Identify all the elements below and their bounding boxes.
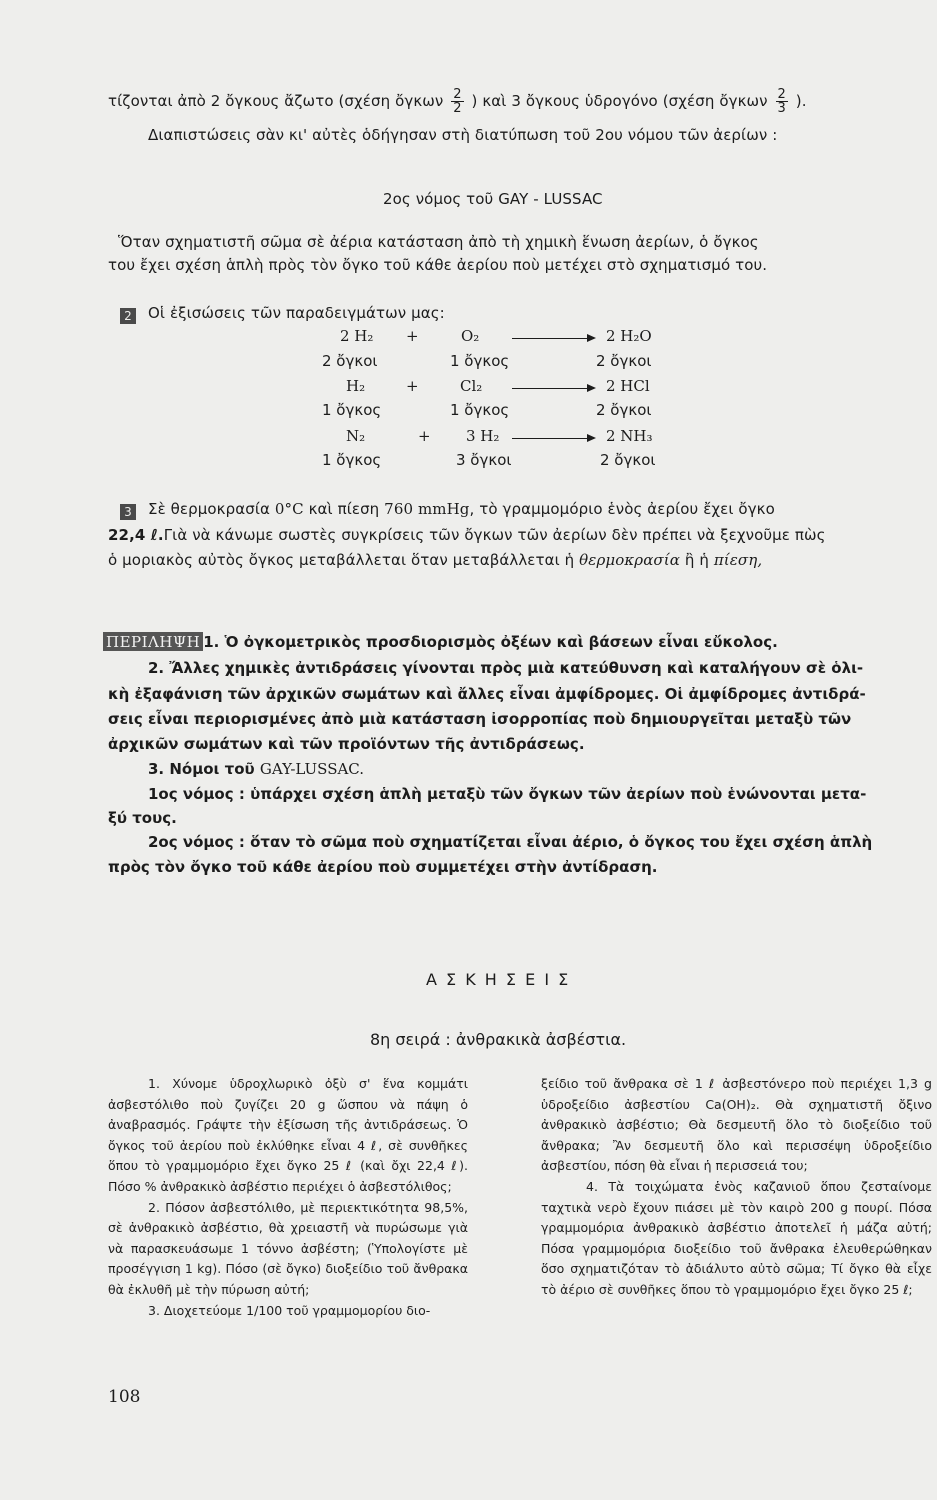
summary-item-2-line-1: 2. Ἄλλες χημικὲς ἀντιδράσεις γίνονται πρὸς μιὰ κατεύθυνση καὶ καταλήγουν σὲ ὁλι- <box>148 659 864 677</box>
eq1-arrow <box>512 338 594 339</box>
eq2-reactant-1: H₂ <box>346 377 366 395</box>
summary-law-2-line-1: 2ος νόμος : ὅταν τὸ σῶμα ποὺ σχηματίζεται εἶναι ἀέριο, ὁ ὄγκος του ἔχει σχέση ἁπλὴ <box>148 833 873 851</box>
summary-item-3: 3. Νόμοι τοῦ GAY-LUSSAC. <box>148 760 365 778</box>
eq1-reactant-2: O₂ <box>461 327 480 345</box>
eq1-volume-1: 2 ὄγκοι <box>322 352 378 370</box>
exercise-3-start: 3. Διοχετεύομε 1/100 τοῦ γραμμομορίου διο- <box>148 1302 431 1318</box>
eq2-plus: + <box>406 377 419 395</box>
eq3-volume-1: 1 ὄγκος <box>322 451 382 469</box>
eq1-plus: + <box>406 327 419 345</box>
eq3-reactant-2: 3 H₂ <box>466 427 500 445</box>
section-3-line-1: 3 Σὲ θερμοκρασία 0°C καὶ πίεση 760 mmHg, τὸ γραμμομόριο ἑνὸς ἀερίου ἔχει ὄγκο <box>120 500 775 520</box>
eq3-product: 2 NH₃ <box>606 427 653 445</box>
section-3-line-2: 22,4 ℓ.Γιὰ νὰ κάνωμε σωστὲς συγκρίσεις τῶν ὄγκων τῶν ἀερίων δὲν πρέπει νὰ ξεχνοῦμε πὼς <box>108 526 826 544</box>
law-text-line-1: Ὅταν σχηματιστῆ σῶμα σὲ ἀέρια κατάσταση ἀπὸ τὴ χημικὴ ἕνωση ἀερίων, ὁ ὄγκος <box>118 233 759 251</box>
fraction-hydrogen: $\frac{2}{3}$ <box>777 87 786 116</box>
exercises-title: Α Σ Κ Η Σ Ε Ι Σ <box>426 970 571 989</box>
intro-text-c: ). <box>795 92 807 110</box>
pressure-value: 760 mmHg <box>384 500 470 518</box>
eq2-product: 2 HCl <box>606 377 650 395</box>
eq3-volume-2: 3 ὄγκοι <box>456 451 512 469</box>
summary-line-1: ΠΕΡΙΛΗΨΗ 1. Ὁ ὀγκομετρικὸς προσδιορισμὸς ὀξέων καὶ βάσεων εἶναι εὔκολος. <box>103 632 778 651</box>
eq3-volume-3: 2 ὄγκοι <box>600 451 656 469</box>
eq2-volume-1: 1 ὄγκος <box>322 401 382 419</box>
summary-badge: ΠΕΡΙΛΗΨΗ <box>103 632 203 651</box>
right-column <box>541 1074 932 1301</box>
law-text-line-2: του ἔχει σχέση ἁπλὴ πρὸς τὸν ὄγκο τοῦ κάθε ἀερίου ποὺ μετέχει στὸ σχηματισμό του. <box>108 256 768 274</box>
intro-line-2: Διαπιστώσεις σὰν κι' αὐτὲς ὁδήγησαν στὴ διατύπωση τοῦ 2ου νόμου τῶν ἀερίων : <box>148 126 778 144</box>
molar-volume-value: 22,4 ℓ. <box>108 526 164 544</box>
eq2-reactant-2: Cl₂ <box>460 377 483 395</box>
page-number: 108 <box>108 1387 141 1407</box>
summary-item-2-line-3: σεις εἶναι περιορισμένες ἀπὸ μιὰ κατάσταση ἰσορροπίας ποὺ δημιουργεῖται μεταξὺ τῶν <box>108 710 852 728</box>
law-heading: 2ος νόμος τοῦ GAY - LUSSAC <box>383 190 603 208</box>
summary-item-2-line-4: ἀρχικῶν σωμάτων καὶ τῶν προϊόντων τῆς ἀντιδράσεως. <box>108 735 585 753</box>
eq2-arrow <box>512 388 594 389</box>
eq1-volume-3: 2 ὄγκοι <box>596 352 652 370</box>
eq3-reactant-1: N₂ <box>346 427 366 445</box>
section-2-marker: 2 <box>120 308 136 324</box>
summary-item-2-line-2: κὴ ἐξαφάνιση τῶν ἀρχικῶν σωμάτων καὶ ἄλλες εἶναι ἀμφίδρομες. Οἱ ἀμφίδρομες ἀντιδρά- <box>108 685 866 703</box>
summary-law-1-line-1: 1ος νόμος : ὑπάρχει σχέση ἁπλὴ μεταξὺ τῶν ὄγκων τῶν ἀερίων ποὺ ἑνώνονται μετα- <box>148 785 867 803</box>
intro-text-b: ) καὶ 3 ὄγκους ὑδρογόνο (σχέση ὄγκων <box>471 92 768 110</box>
temperature-value: 0°C <box>274 500 304 518</box>
section-2-intro: 2 Οἱ ἐξισώσεις τῶν παραδειγμάτων μας: <box>120 304 445 324</box>
eq2-volume-3: 2 ὄγκοι <box>596 401 652 419</box>
section-3-line-3: ὁ μοριακὸς αὐτὸς ὄγκος μεταβάλλεται ὅταν μεταβάλλεται ἡ θερμοκρασία ἢ ἡ πίεση, <box>108 551 763 569</box>
eq1-reactant-1: 2 H₂ <box>340 327 374 345</box>
summary-law-2-line-2: πρὸς τὸν ὄγκο τοῦ κάθε ἀερίου ποὺ συμμετέχει στὴν ἀντίδραση. <box>108 858 658 876</box>
exercise-2: 2. Πόσον ἀσβεστόλιθο, μὲ περιεκτικότητα 98,5%, σὲ ἀνθρακικὸ ἀσβέστιο, θὰ χρειαστῆ νὰ πυρώσωμε γιὰ νὰ παρασκευάσωμε 1 τόννο ἀσβέστη; (Ὑπολογίστε μὲ προσέγγιση 1 kg). Πόσο (σὲ ὄγκο) διοξείδιο τοῦ ἄνθρακα θὰ ἐκλυθῆ μὲ τὴν πύρωση αὐτή; <box>108 1199 468 1297</box>
summary-law-1-line-2: ξύ τους. <box>108 809 177 827</box>
exercises-series: 8η σειρά : ἀνθρακικὰ ἀσβέστια. <box>370 1030 627 1049</box>
eq1-volume-2: 1 ὄγκος <box>450 352 510 370</box>
eq1-product: 2 H₂O <box>606 327 652 345</box>
intro-text-a: τίζονται ἀπὸ 2 ὄγκους ἄζωτο (σχέση ὄγκων <box>108 92 444 110</box>
fraction-nitrogen: $\frac{2}{2}$ <box>453 87 462 116</box>
intro-line-1 <box>108 88 807 115</box>
exercise-3-continued: ξείδιο τοῦ ἄνθρακα σὲ 1 ℓ ἀσβεστόνερο ποὺ περιέχει 1,3 g ὑδροξείδιο ἀσβεστίου Ca(OH)₂. Θὰ σχηματιστῆ ὄξινο ἀνθρακικὸ ἀσβέστιο; Θὰ δεσμευτῆ ὅλο τὸ διοξείδιο τοῦ ἄνθρακα; Ἂν δεσμευτῆ ὅλο καὶ περισσέψη ὑδροξείδιο ἀσβεστίου, πόση θὰ εἶναι ἡ περισσειά του; <box>541 1076 932 1174</box>
eq3-arrow <box>512 438 594 439</box>
left-column <box>108 1074 468 1321</box>
eq3-plus: + <box>418 427 431 445</box>
exercise-1: 1. Χύνομε ὑδροχλωρικὸ ὀξὺ σ' ἕνα κομμάτι ἀσβεστόλιθο ποὺ ζυγίζει 20 g ὥσπου νὰ πάψη ὁ ἀναβρασμός. Γράψτε τὴν ἐξίσωση τῆς ἀντιδράσεως. Ὁ ὄγκος τοῦ ἀερίου ποὺ ἐκλύθηκε εἶναι 4 ℓ, σὲ συνθῆκες ὅπου τὸ γραμμομόριο ἔχει ὄγκο 25 ℓ (καὶ ὄχι 22,4 ℓ). Πόσο % ἀνθρακικὸ ἀσβέστιο περιέχει ὁ ἀσβεστόλιθος; <box>108 1076 468 1194</box>
exercise-4: 4. Τὰ τοιχώματα ἑνὸς καζανιοῦ ὅπου ζεσταίνομε ταχτικὰ νερὸ ἔχουν πιάσει μὲ τὸν καιρὸ 200 g πουρί. Πόσα γραμμομόρια ἀνθρακικὸ ἀσβέστιο ἀποτελεῖ ἡ μάζα αὐτή; Πόσα γραμμομόρια διοξείδιο τοῦ ἄνθρακα ἐλευθερώθηκαν ὅσο σχηματιζόταν τὸ ἀδιάλυτο αὐτὸ σῶμα; Τί ὄγκο θὰ εἶχε τὸ ἀέριο σὲ συνθῆκες ὅπου τὸ γραμμομόριο ἔχει ὄγκο 25 ℓ; <box>541 1178 932 1297</box>
eq2-volume-2: 1 ὄγκος <box>450 401 510 419</box>
section-3-marker: 3 <box>120 504 136 520</box>
